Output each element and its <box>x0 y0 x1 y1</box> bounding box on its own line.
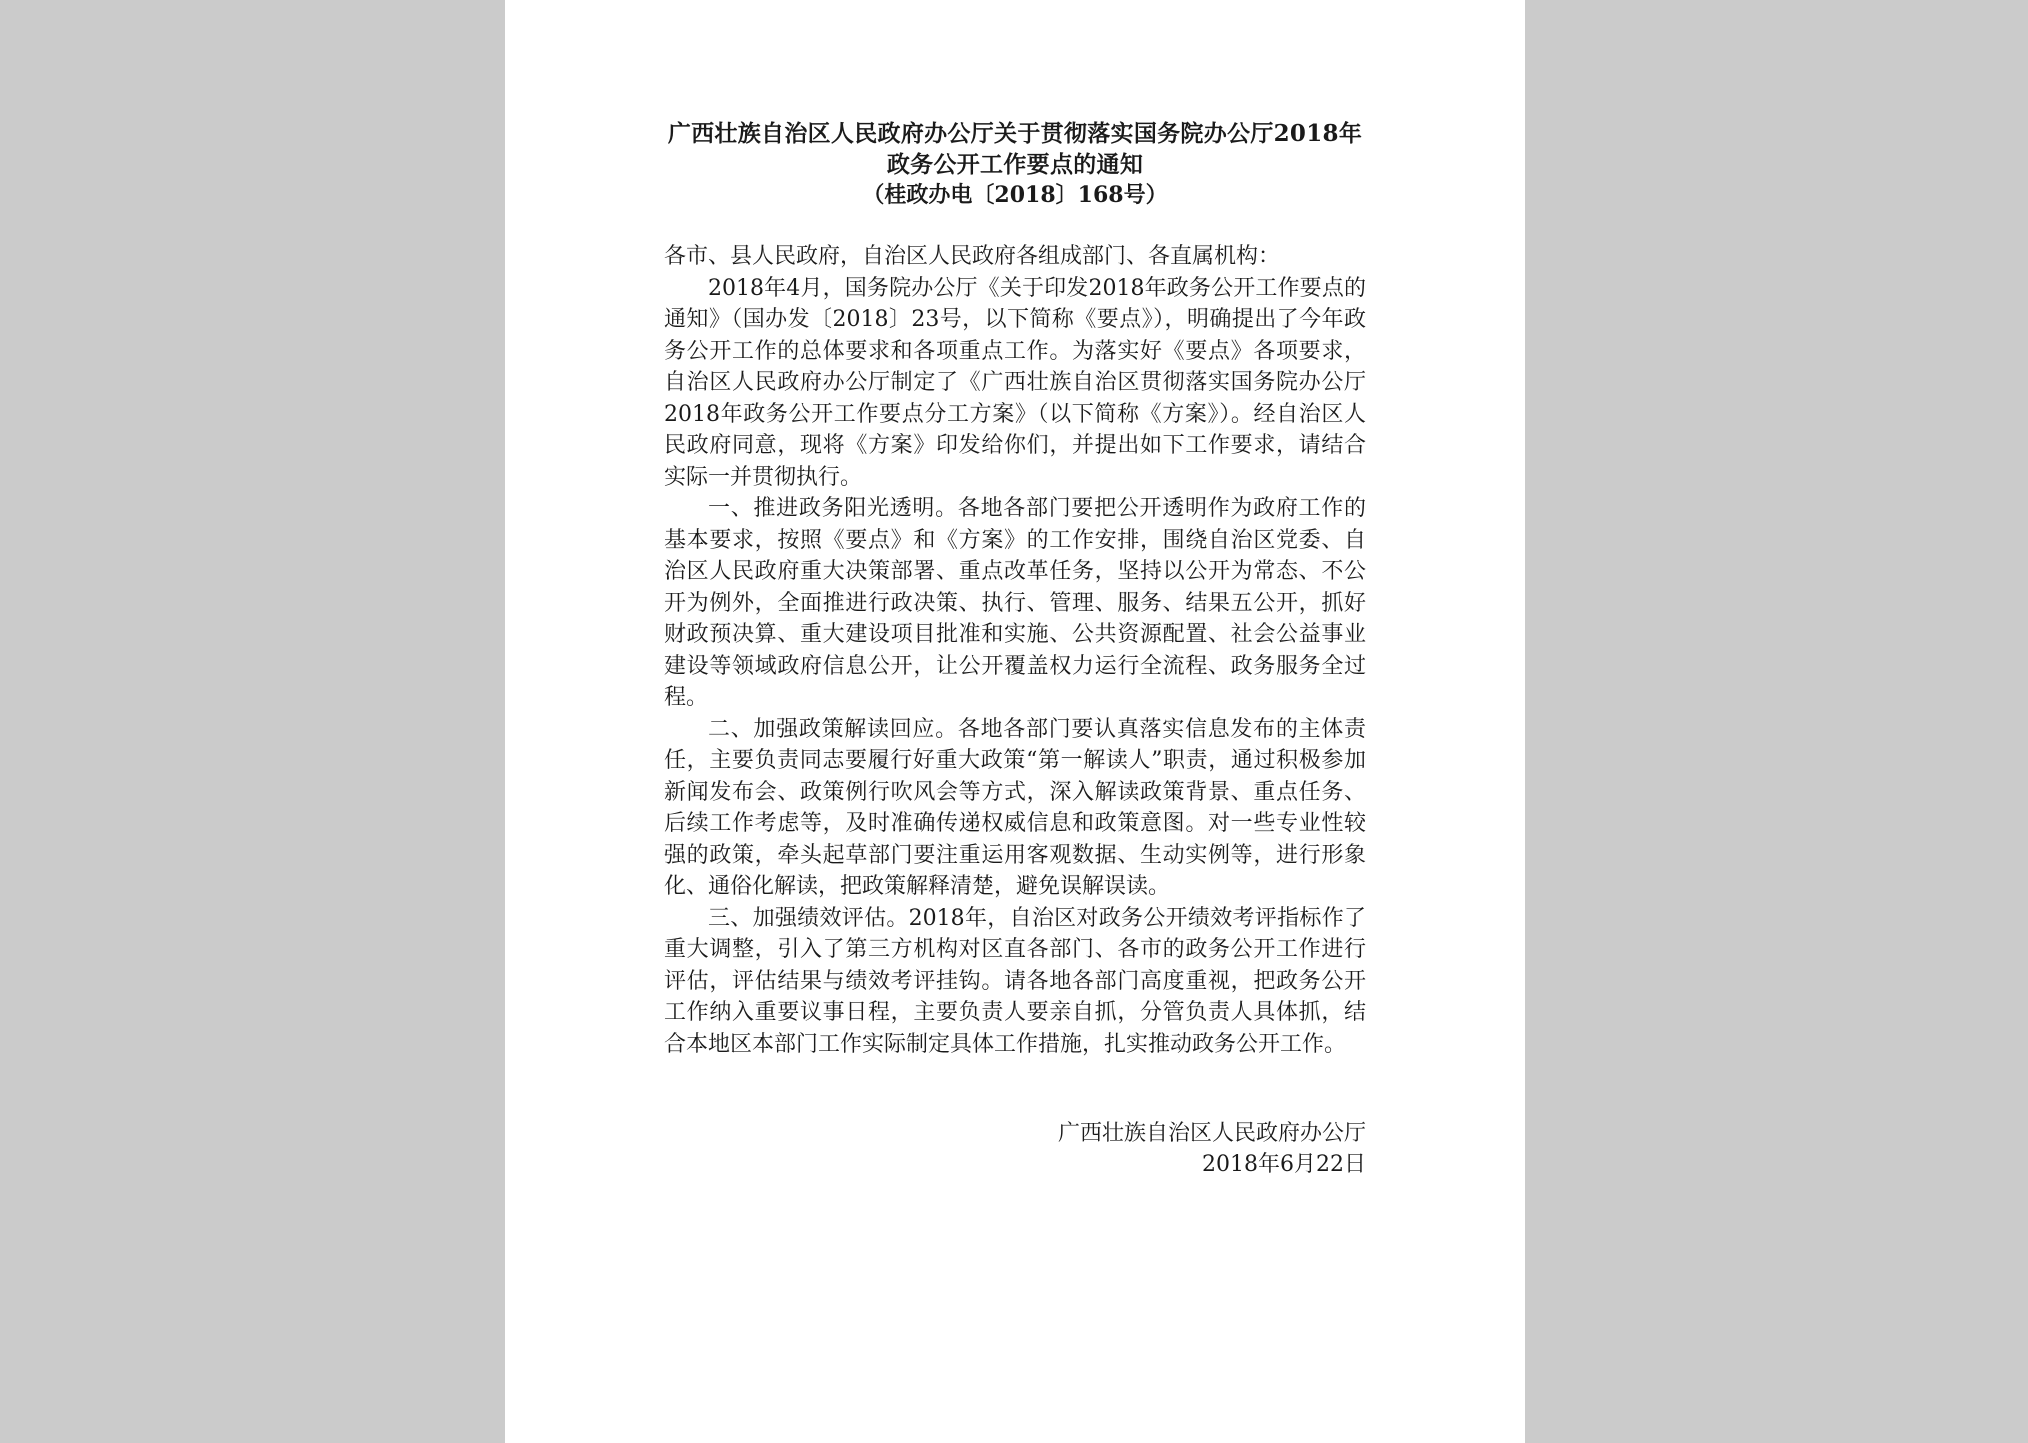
issuer-name: 广西壮族自治区人民政府办公厅 <box>1057 1121 1366 1146</box>
document-content <box>664 118 1366 1180</box>
body-paragraph: 二、加强政策解读回应。各地各部门要认真落实信息发布的主体责任，主要负责同志要履行好重大政策“第一解读人”职责，通过积极参加新闻发布会、政策例行吹风会等方式，深入解读政策背景、重点任务、后续工作考虑等，及时准确传递权威信息和政策意图。对一些专业性较强的政策，牵头起草部门要注重运用客观数据、生动实例等，进行形象化、通俗化解读，把政策解释清楚，避免误解误读。 <box>664 716 1366 899</box>
document-number: （桂政办电〔2018〕168号） <box>862 182 1168 208</box>
signature-block <box>664 1118 1366 1180</box>
document-title: 广西壮族自治区人民政府办公厅关于贯彻落实国务院办公厅2018年政务公开工作要点的通知 <box>667 120 1363 178</box>
salutation: 各市、县人民政府，自治区人民政府各组成部门、各直属机构： <box>664 244 1281 269</box>
body-paragraph: 一、推进政务阳光透明。各地各部门要把公开透明作为政府工作的基本要求，按照《要点》和《方案》的工作安排，围绕自治区党委、自治区人民政府重大决策部署、重点改革任务，坚持以公开为常态、不公开为例外，全面推进行政决策、执行、管理、服务、结果五公开，抓好财政预决算、重大建设项目批准和实施、公共资源配置、社会公益事业建设等领域政府信息公开，让公开覆盖权力运行全流程、政务服务全过程。 <box>664 496 1366 710</box>
document-page <box>505 0 1525 1443</box>
issue-date: 2018年6月22日 <box>1202 1152 1366 1177</box>
body-paragraph: 三、加强绩效评估。2018年，自治区对政务公开绩效考评指标作了重大调整，引入了第三方机构对区直各部门、各市的政务公开工作进行评估，评估结果与绩效考评挂钩。请各地各部门高度重视，把政务公开工作纳入重要议事日程，主要负责人要亲自抓，分管负责人具体抓，结合本地区本部门工作实际制定具体工作措施，扎实推动政务公开工作。 <box>664 905 1366 1057</box>
body-paragraph: 2018年4月，国务院办公厅《关于印发2018年政务公开工作要点的通知》（国办发〔2018〕23号，以下简称《要点》），明确提出了今年政务公开工作的总体要求和各项重点工作。为落实好《要点》各项要求，自治区人民政府办公厅制定了《广西壮族自治区贯彻落实国务院办公厅2018年政务公开工作要点分工方案》（以下简称《方案》）。经自治区人民政府同意，现将《方案》印发给你们，并提出如下工作要求，请结合实际一并贯彻执行。 <box>664 275 1366 490</box>
